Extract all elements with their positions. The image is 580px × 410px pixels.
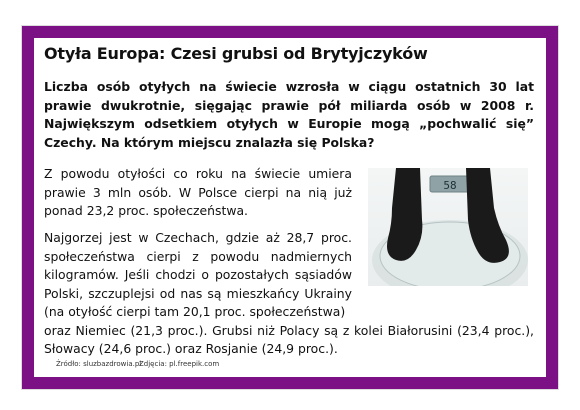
article-paragraph-2-narrow: Najgorzej jest w Czechach, gdzie aż 28,7 proc. społeczeństwa cierpi z powodu nadmiernych kilogramów. Jeśli chodzi o pozostałych sąsiadów Polski, szczuplejsi od nas są mieszkańcy Ukrainy (na otyłość cierpi tam 20,1 proc. społeczeństwa) — [44, 230, 352, 319]
article-frame — [22, 26, 558, 389]
article-lead: Liczba osób otyłych na świecie wzrosła w ciągu ostatnich 30 lat prawie dwukrotnie, sięgając prawie pół miliarda osób w 2008 r. Największym odsetkiem otyłych w Europie mogą „pochwalić się” Czechy. Na którym miejscu znalazła się Polska? — [44, 79, 534, 150]
scale-photo — [368, 168, 528, 286]
scale-display-value: 58 — [443, 179, 457, 192]
article-paragraph-2-rest: oraz Niemiec (21,3 proc.). Grubsi niż Polacy są z kolei Białorusini (23,4 proc.), Słowacy (24,6 proc.) oraz Rosjanie (24,9 proc.). — [44, 322, 534, 356]
feet-on-scale-illustration — [368, 168, 528, 286]
left-sock-icon — [387, 168, 422, 261]
article-title: Otyła Europa: Czesi grubsi od Brytyjczyków — [44, 44, 428, 63]
photo-credit: Zdjęcia: pl.freepik.com — [139, 360, 220, 368]
article-paragraph-1: Z powodu otyłości co roku na świecie umiera prawie 3 mln osób. W Polsce cierpi na nią już ponad 23,2 proc. społeczeństwa. — [44, 166, 352, 218]
source-credit: Źródło: sluzbazdrowia.pl — [56, 360, 142, 368]
